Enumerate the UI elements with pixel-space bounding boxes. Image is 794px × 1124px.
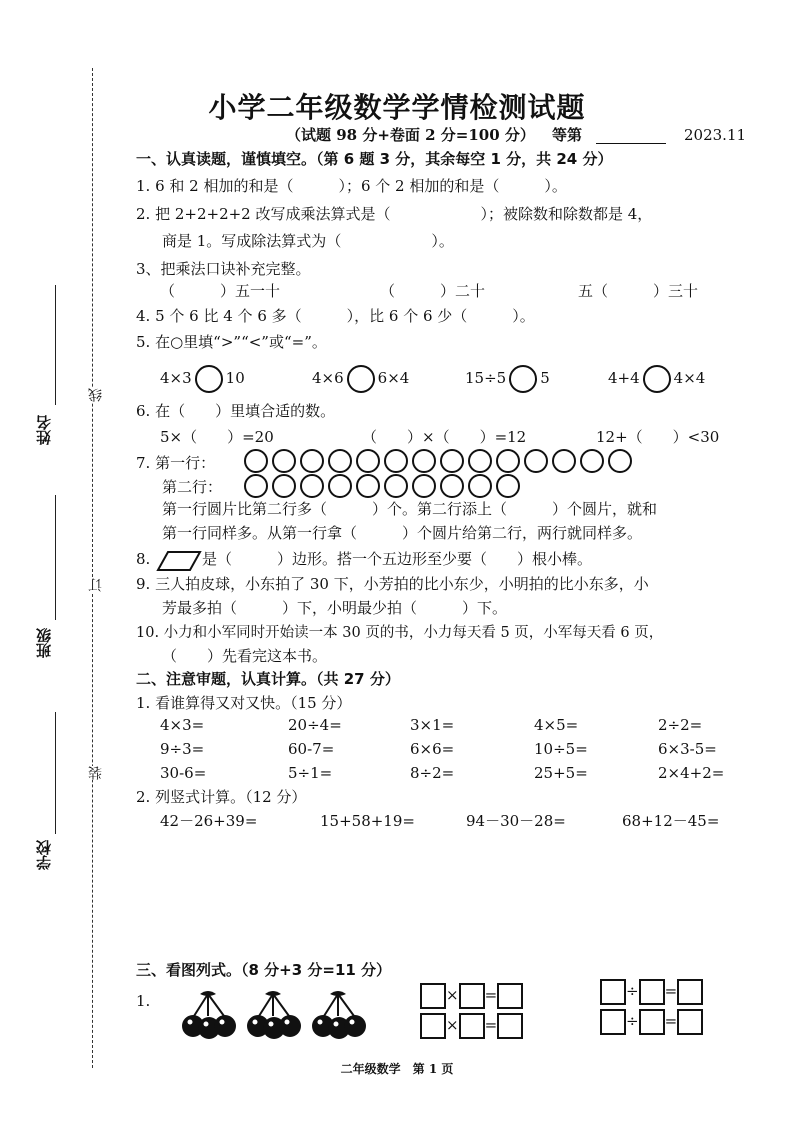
q7-row1-label: 7. 第一行： <box>136 454 216 472</box>
disc-icon <box>384 449 408 473</box>
disc-icon <box>468 449 492 473</box>
times-sign: × <box>446 1016 459 1034</box>
score-note: （试题 98 分+卷面 2 分=100 分） <box>286 126 535 144</box>
vertical-calc: 15+58+19= <box>320 812 415 830</box>
equals-sign: = <box>484 1016 498 1034</box>
compare-circle <box>643 365 671 393</box>
q6-item-a: 5×（ ）=20 <box>160 428 274 446</box>
disc-icon <box>384 474 408 498</box>
disc-icon <box>300 449 324 473</box>
compare-circle <box>195 365 223 393</box>
disc-icon <box>300 474 324 498</box>
q5b-left: 4×6 <box>312 369 344 387</box>
q9-text-line2: 芳最多拍（ ）下，小明最少拍（ ）下。 <box>162 599 508 617</box>
answer-box[interactable] <box>459 1013 485 1039</box>
equals-sign: = <box>664 982 678 1000</box>
disc-icon <box>244 449 268 473</box>
compare-circle <box>347 365 375 393</box>
calc-cell: 20÷4= <box>288 716 342 734</box>
q3-item-c: 五（ ）三十 <box>578 282 699 300</box>
binding-dashed-line <box>92 68 93 1068</box>
answer-box[interactable] <box>497 983 523 1009</box>
div-equation-2 <box>600 1008 703 1035</box>
calc-cell: 5÷1= <box>288 764 333 782</box>
answer-box[interactable] <box>600 979 626 1005</box>
s2-sub1: 1. 看谁算得又对又快。（15 分） <box>136 694 352 712</box>
disc-icon <box>496 474 520 498</box>
answer-box[interactable] <box>459 983 485 1009</box>
q3-item-a: （ ）五一十 <box>160 282 281 300</box>
calc-cell: 10÷5= <box>534 740 588 758</box>
vertical-calc: 42－26+39= <box>160 812 258 830</box>
s3-q1-number: 1. <box>136 992 151 1010</box>
disc-icon <box>328 449 352 473</box>
q8-number: 8. <box>136 550 151 568</box>
disc-icon <box>524 449 548 473</box>
div-equation-1 <box>600 978 703 1005</box>
q7-row1-circles <box>242 449 634 473</box>
calc-cell: 25+5= <box>534 764 588 782</box>
disc-icon <box>552 449 576 473</box>
section1-heading: 一、认真读题，谨慎填空。（第 6 题 3 分，其余每空 1 分，共 24 分） <box>136 150 613 168</box>
q3-text: 3、把乘法口诀补充完整。 <box>136 260 311 278</box>
bind-label-zhuang: 装 <box>88 766 104 780</box>
disc-icon <box>272 474 296 498</box>
side-name-label: 姓名 <box>35 415 53 445</box>
answer-box[interactable] <box>639 1009 665 1035</box>
side-class-line <box>55 495 56 620</box>
bind-label-xian: 线 <box>88 388 104 402</box>
calc-cell: 4×5= <box>534 716 579 734</box>
disc-icon <box>328 474 352 498</box>
answer-box[interactable] <box>677 1009 703 1035</box>
exam-date: 2023.11 <box>684 126 747 144</box>
q2-text-line2: 商是 1。写成除法算式为（ ）。 <box>162 232 454 250</box>
q5-item-d <box>608 365 705 393</box>
answer-box[interactable] <box>677 979 703 1005</box>
q7-text-line1: 第一行圆片比第二行多（ ）个。第二行添上（ ）个圆片，就和 <box>162 500 658 518</box>
calc-cell: 60-7= <box>288 740 335 758</box>
equals-sign: = <box>484 986 498 1004</box>
q7-row2-label: 第二行： <box>162 478 223 496</box>
calc-cell: 3×1= <box>410 716 455 734</box>
section2-heading: 二、注意审题，认真计算。（共 27 分） <box>136 670 400 688</box>
disc-icon <box>356 449 380 473</box>
q5d-right: 4×4 <box>673 369 706 387</box>
q5c-left: 15÷5 <box>465 369 507 387</box>
disc-icon <box>356 474 380 498</box>
calc-cell: 30-6= <box>160 764 207 782</box>
q5d-left: 4+4 <box>608 369 640 387</box>
disc-icon <box>412 474 436 498</box>
divide-sign: ÷ <box>626 1012 639 1030</box>
calc-cell: 6×6= <box>410 740 455 758</box>
times-sign: × <box>446 986 459 1004</box>
q10-text-line2: （ ）先看完这本书。 <box>162 647 328 665</box>
mul-equation-2 <box>420 1012 523 1039</box>
answer-box[interactable] <box>420 983 446 1009</box>
answer-box[interactable] <box>600 1009 626 1035</box>
q5b-right: 6×4 <box>377 369 410 387</box>
equals-sign: = <box>664 1012 678 1030</box>
q5a-right: 10 <box>225 369 245 387</box>
mul-equation-1 <box>420 982 523 1009</box>
calc-cell: 8÷2= <box>410 764 455 782</box>
q2-text-line1: 2. 把 2+2+2+2 改写成乘法算式是（ ）；被除数和除数都是 4， <box>136 205 653 223</box>
disc-icon <box>440 474 464 498</box>
q10-text-line1: 10. 小力和小军同时开始读一本 30 页的书，小力每天看 5 页，小军每天看 6 页， <box>136 625 664 641</box>
side-name-line <box>55 285 56 405</box>
vertical-calc: 68+12－45= <box>622 812 720 830</box>
answer-box[interactable] <box>420 1013 446 1039</box>
disc-icon <box>272 449 296 473</box>
q7-row2-circles <box>242 474 522 498</box>
q6-item-b: （ ）×（ ）=12 <box>362 428 527 446</box>
side-school-label: 学校 <box>35 840 53 870</box>
q6-item-c: 12+（ ）<30 <box>596 428 720 446</box>
q7-text-line2: 第一行同样多。从第一行拿（ ）个圆片给第二行，两行就同样多。 <box>162 524 643 542</box>
disc-icon <box>496 449 520 473</box>
disc-icon <box>440 449 464 473</box>
q5-item-b <box>312 365 409 393</box>
calc-cell: 2×4+2= <box>658 764 725 782</box>
q5-text: 5. 在○里填“>”“<”或“=”。 <box>136 333 327 351</box>
cherries-icon <box>180 988 370 1044</box>
disc-icon <box>244 474 268 498</box>
side-school-line <box>55 712 56 834</box>
calc-cell: 4×3= <box>160 716 205 734</box>
q9-text-line1: 9. 三人拍皮球，小东拍了 30 下，小芳拍的比小东少，小明拍的比小东多，小 <box>136 575 649 593</box>
bind-label-ding: 订 <box>88 578 104 592</box>
disc-icon <box>608 449 632 473</box>
page-footer: 二年级数学 第 1 页 <box>340 1062 454 1076</box>
answer-box[interactable] <box>639 979 665 1005</box>
calc-cell: 2÷2= <box>658 716 703 734</box>
q3-item-b: （ ）二十 <box>380 282 486 300</box>
page-title: 小学二年级数学学情检测试题 <box>208 91 586 124</box>
q5-item-a <box>160 365 245 393</box>
q4-text: 4. 5 个 6 比 4 个 6 多（ ），比 6 个 6 少（ ）。 <box>136 307 535 325</box>
parallelogram-icon <box>156 550 202 572</box>
calc-cell: 6×3-5= <box>658 740 717 758</box>
divide-sign: ÷ <box>626 982 639 1000</box>
q5-item-c <box>465 365 550 393</box>
compare-circle <box>509 365 537 393</box>
disc-icon <box>468 474 492 498</box>
q1-text: 1. 6 和 2 相加的和是（ ）；6 个 2 相加的和是（ ）。 <box>136 177 567 195</box>
grade-blank <box>596 143 666 144</box>
answer-box[interactable] <box>497 1013 523 1039</box>
disc-icon <box>580 449 604 473</box>
grade-label: 等第 <box>552 126 583 144</box>
q5c-right: 5 <box>540 369 550 387</box>
side-class-label: 班级 <box>35 628 53 658</box>
disc-icon <box>412 449 436 473</box>
s2-sub2: 2. 列竖式计算。（12 分） <box>136 788 307 806</box>
q8-text: 是（ ）边形。搭一个五边形至少要（ ）根小棒。 <box>202 550 593 568</box>
q5a-left: 4×3 <box>160 369 192 387</box>
section3-heading: 三、看图列式。（8 分+3 分=11 分） <box>136 961 392 979</box>
calc-cell: 9÷3= <box>160 740 205 758</box>
vertical-calc: 94－30－28= <box>466 812 566 830</box>
q6-text: 6. 在（ ）里填合适的数。 <box>136 402 336 420</box>
